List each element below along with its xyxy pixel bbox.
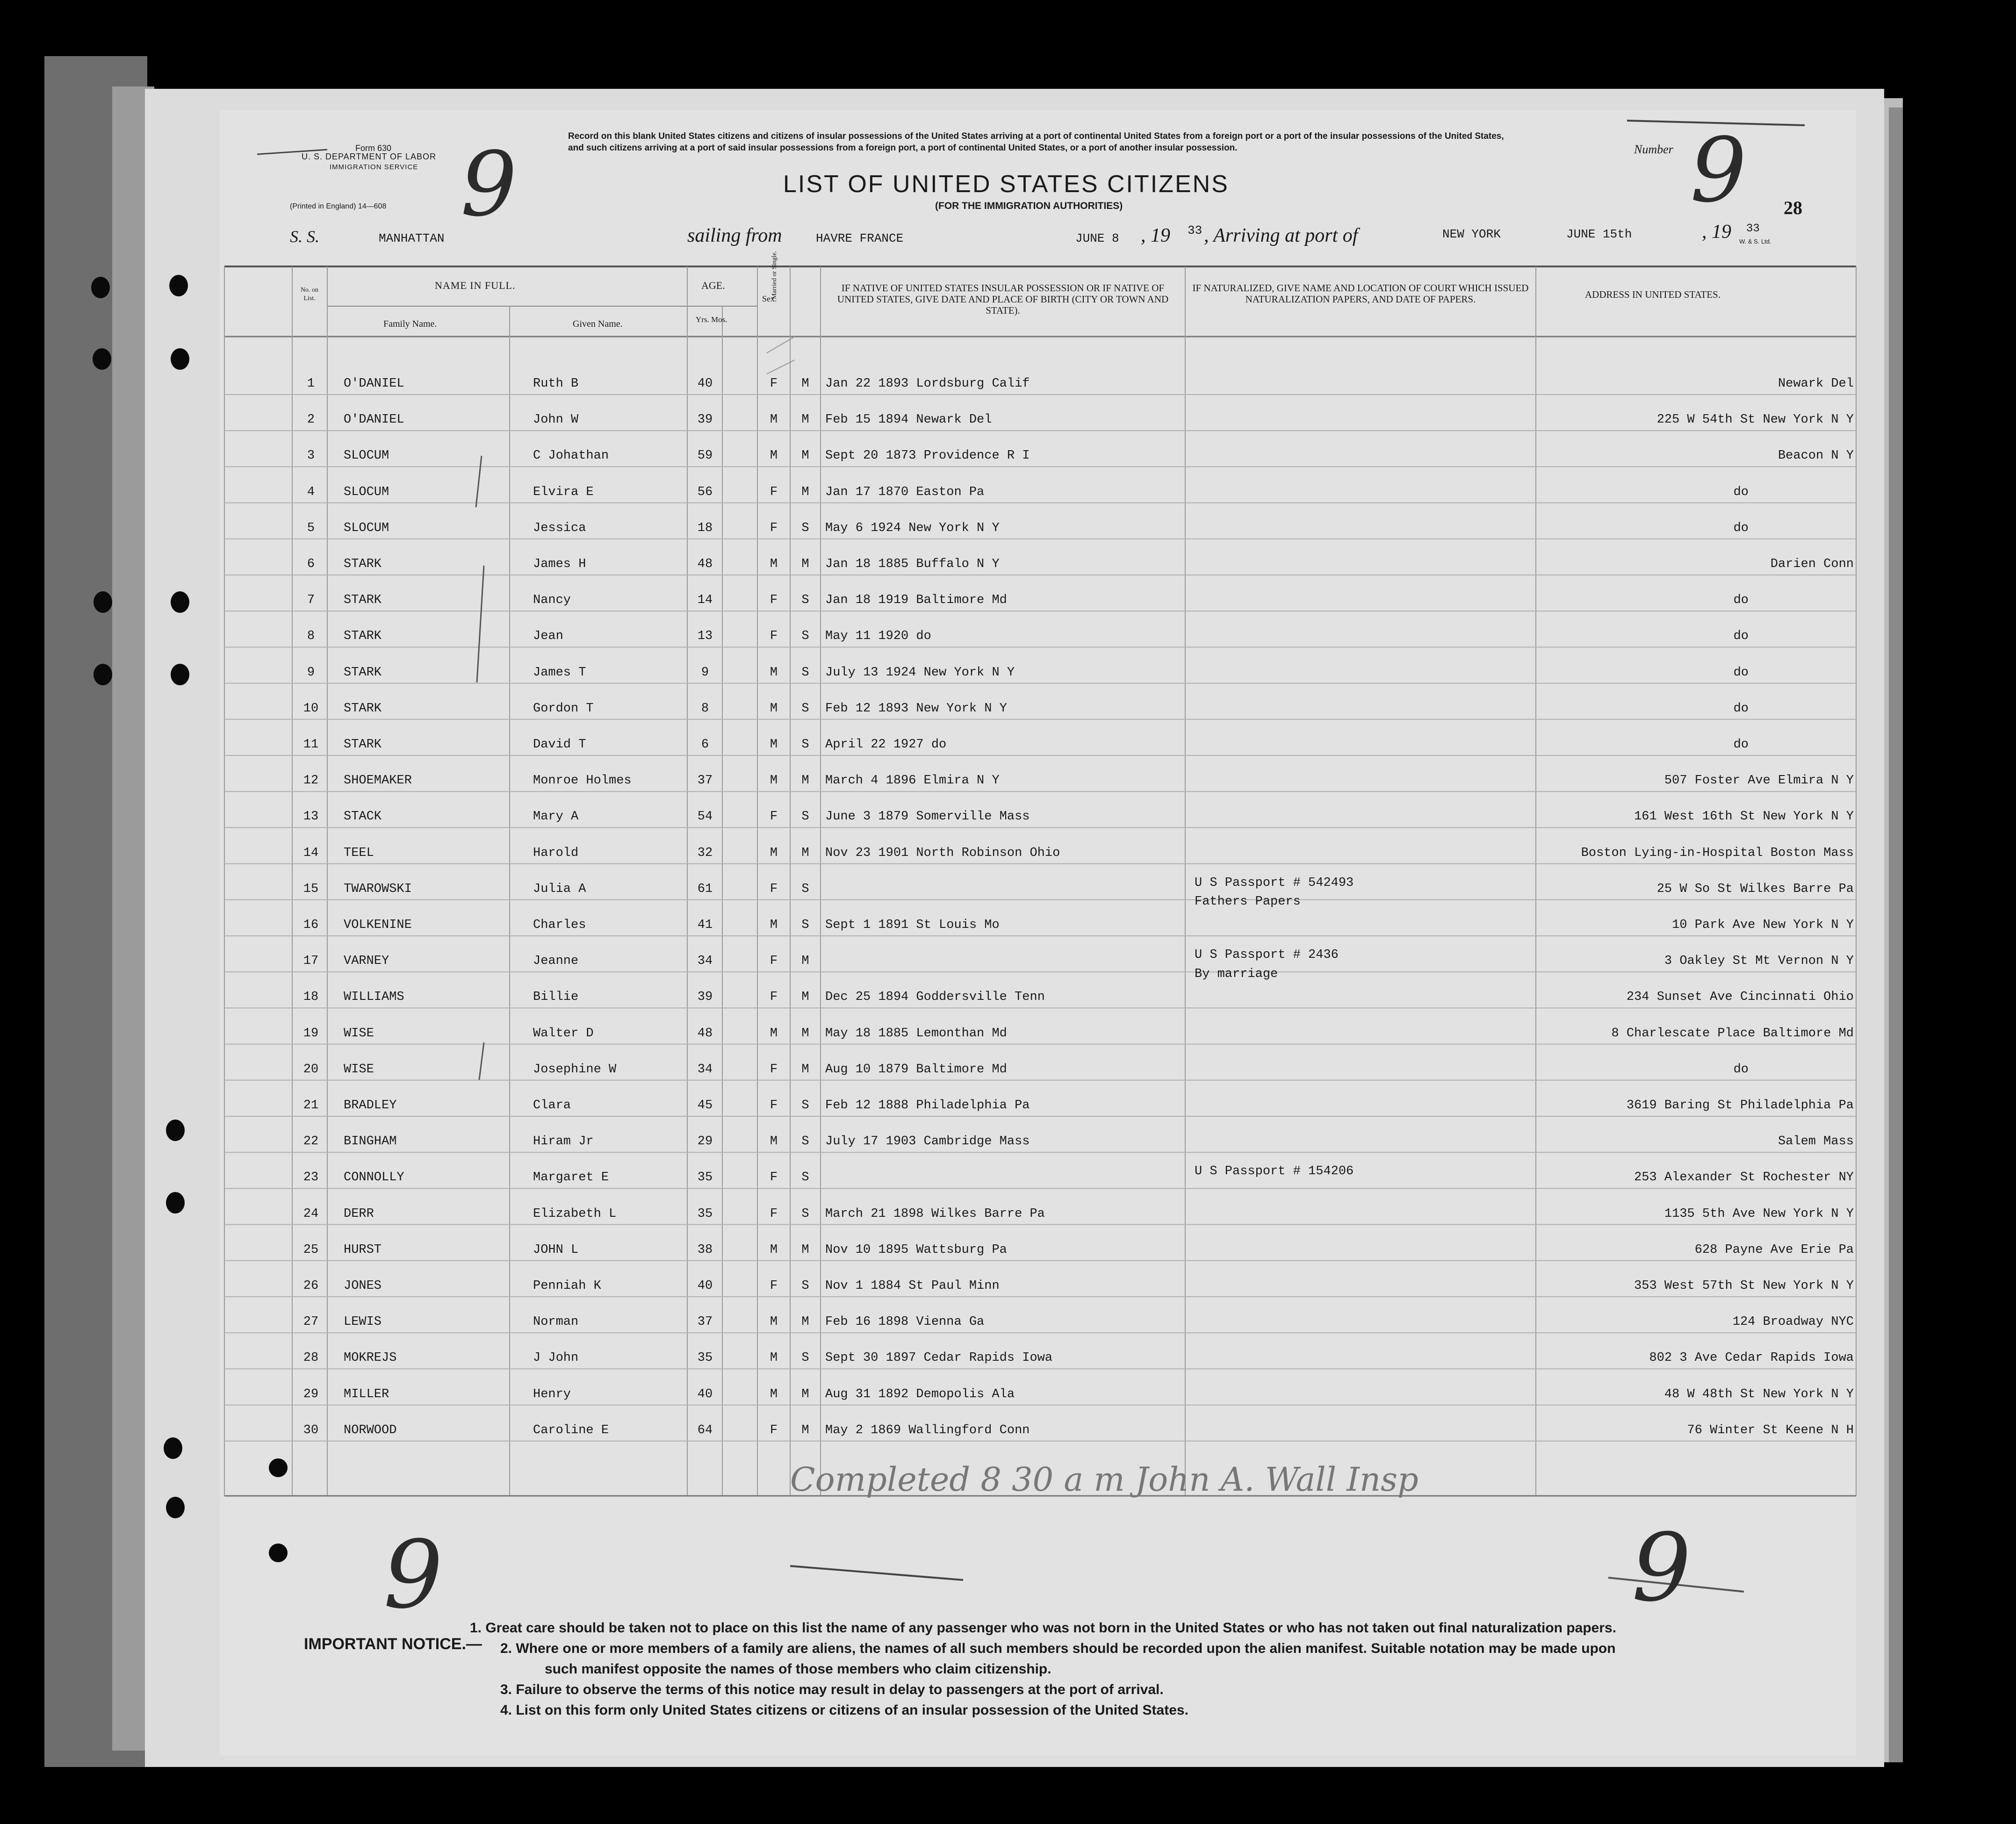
ship-name: MANHATTAN xyxy=(379,231,445,245)
row-29-no: 29 xyxy=(303,1387,319,1401)
row-27-addr: 124 Broadway NYC xyxy=(1732,1315,1854,1329)
row-18-ms: M xyxy=(801,990,809,1005)
row-7-no: 7 xyxy=(307,593,315,608)
row-18-birth: Dec 25 1894 Goddersville Tenn xyxy=(825,990,1045,1005)
row-2-age: 39 xyxy=(697,413,713,427)
row-25-sex: M xyxy=(770,1242,778,1257)
row-30-age: 64 xyxy=(697,1423,713,1437)
row-21-given: Clara xyxy=(533,1099,571,1113)
row-17-addr: 3 Oakley St Mt Vernon N Y xyxy=(1664,954,1854,969)
row-11-birth: April 22 1927 do xyxy=(825,738,947,752)
row-12-age: 37 xyxy=(697,774,713,788)
row-11-given: David T xyxy=(533,738,586,752)
binder-hole xyxy=(94,664,112,685)
row-13-addr: 161 West 16th St New York N Y xyxy=(1634,810,1854,824)
row-6-sex: M xyxy=(770,557,778,571)
row-7-age: 14 xyxy=(697,593,713,608)
row-28-no: 28 xyxy=(303,1351,319,1365)
row-22-ms: S xyxy=(801,1135,809,1149)
row-27-no: 27 xyxy=(303,1315,319,1329)
row-9-sex: M xyxy=(770,665,778,680)
row-18-addr: 234 Sunset Ave Cincinnati Ohio xyxy=(1626,990,1854,1005)
row-14-given: Harold xyxy=(533,846,579,860)
handwritten-number-bottom-right: 9 xyxy=(1632,1514,1692,1623)
page-title: LIST OF UNITED STATES CITIZENS xyxy=(783,171,1229,198)
row-8-family: STARK xyxy=(344,629,382,644)
row-25-age: 38 xyxy=(697,1242,713,1257)
row-27-family: LEWIS xyxy=(344,1315,382,1329)
row-29-sex: M xyxy=(770,1387,778,1401)
row-27-age: 37 xyxy=(697,1315,713,1329)
row-23-ms: S xyxy=(801,1171,809,1185)
row-12-sex: M xyxy=(770,774,778,788)
handwritten-number-bottom-left: 9 xyxy=(383,1521,443,1630)
row-16-addr: 10 Park Ave New York N Y xyxy=(1672,918,1854,932)
row-10-given: Gordon T xyxy=(533,701,594,716)
row-15-no: 15 xyxy=(303,882,319,896)
row-8-birth: May 11 1920 do xyxy=(825,629,931,644)
number-label: Number xyxy=(1634,143,1673,156)
arrival-year: 33 xyxy=(1746,223,1760,235)
row-28-sex: M xyxy=(770,1351,778,1365)
row-20-birth: Aug 10 1879 Baltimore Md xyxy=(825,1062,1007,1077)
row-23-nat: U S Passport # 154206 xyxy=(1195,1164,1354,1179)
sailing-from-label: sailing from xyxy=(687,225,782,246)
col-head-no: No. on List. xyxy=(300,287,319,302)
row-9-addr: do xyxy=(1733,665,1749,680)
row-24-age: 35 xyxy=(697,1206,713,1221)
row-5-ms: S xyxy=(801,521,809,535)
row-18-no: 18 xyxy=(303,990,319,1005)
row-6-given: James H xyxy=(533,557,586,571)
row-3-family: SLOCUM xyxy=(344,449,389,463)
col-head-yrs-mos: Yrs. Mos. xyxy=(696,315,727,324)
row-9-given: James T xyxy=(533,665,586,680)
row-2-sex: M xyxy=(770,413,778,427)
row-18-age: 39 xyxy=(697,990,713,1005)
binder-hole xyxy=(169,275,188,296)
row-2-no: 2 xyxy=(307,413,315,427)
row-1-birth: Jan 22 1893 Lordsburg Calif xyxy=(825,377,1030,391)
row-16-sex: M xyxy=(770,918,778,932)
row-26-no: 26 xyxy=(303,1279,319,1293)
row-13-birth: June 3 1879 Somerville Mass xyxy=(825,810,1030,824)
row-5-age: 18 xyxy=(697,521,713,535)
row-29-age: 40 xyxy=(697,1387,713,1401)
row-29-ms: M xyxy=(801,1387,809,1401)
col-head-name-in-full: NAME IN FULL. xyxy=(435,280,516,291)
binder-hole xyxy=(269,1458,288,1477)
row-3-sex: M xyxy=(770,449,778,463)
row-18-sex: F xyxy=(770,990,778,1005)
row-28-addr: 802 3 Ave Cedar Rapids Iowa xyxy=(1649,1351,1854,1365)
row-23-addr: 253 Alexander St Rochester NY xyxy=(1634,1171,1854,1185)
row-28-ms: S xyxy=(801,1351,809,1365)
row-21-addr: 3619 Baring St Philadelphia Pa xyxy=(1626,1099,1854,1113)
page-subtitle: (FOR THE IMMIGRATION AUTHORITIES) xyxy=(935,201,1123,211)
row-17-no: 17 xyxy=(303,954,319,969)
row-21-family: BRADLEY xyxy=(344,1099,397,1113)
row-11-sex: M xyxy=(770,738,778,752)
row-25-family: HURST xyxy=(344,1242,382,1257)
row-20-age: 34 xyxy=(697,1062,713,1077)
row-23-family: CONNOLLY xyxy=(344,1171,404,1185)
col-head-family: Family Name. xyxy=(383,319,437,329)
row-11-no: 11 xyxy=(303,738,319,752)
row-22-given: Hiram Jr xyxy=(533,1135,594,1149)
row-19-sex: M xyxy=(770,1026,778,1041)
row-24-given: Elizabeth L xyxy=(533,1206,617,1221)
row-5-birth: May 6 1924 New York N Y xyxy=(825,521,1000,535)
row-25-ms: M xyxy=(801,1242,809,1257)
row-16-birth: Sept 1 1891 St Louis Mo xyxy=(825,918,1000,932)
row-4-addr: do xyxy=(1733,485,1749,499)
row-5-no: 5 xyxy=(307,521,315,535)
row-22-sex: M xyxy=(770,1135,778,1149)
row-6-age: 48 xyxy=(697,557,713,571)
row-25-no: 25 xyxy=(303,1242,319,1257)
row-19-given: Walter D xyxy=(533,1026,594,1041)
row-28-given: J John xyxy=(533,1351,579,1365)
row-26-ms: S xyxy=(801,1279,809,1293)
row-4-given: Elvira E xyxy=(533,485,594,499)
row-24-sex: F xyxy=(770,1206,778,1221)
notice-item-2: 2. Where one or more members of a family are aliens, the names of all such members should be recorded upon the alien manifest. Suitable notation may be made upon xyxy=(500,1641,1616,1656)
row-26-sex: F xyxy=(770,1279,778,1293)
row-21-ms: S xyxy=(801,1099,809,1113)
binder-hole xyxy=(164,1437,182,1459)
row-10-addr: do xyxy=(1733,701,1749,716)
row-12-ms: M xyxy=(801,774,809,788)
row-10-no: 10 xyxy=(303,701,319,716)
row-23-given: Margaret E xyxy=(533,1171,609,1185)
row-30-ms: M xyxy=(801,1423,809,1437)
col-head-married: Married or Single. xyxy=(771,251,778,299)
row-7-given: Nancy xyxy=(533,593,571,608)
row-10-sex: M xyxy=(770,701,778,716)
col-head-sex: Sex. xyxy=(762,294,777,303)
row-3-birth: Sept 20 1873 Providence R I xyxy=(825,449,1030,463)
row-12-addr: 507 Foster Ave Elmira N Y xyxy=(1664,774,1854,788)
row-1-family: O'DANIEL xyxy=(344,377,404,391)
row-21-no: 21 xyxy=(303,1099,319,1113)
row-1-no: 1 xyxy=(307,377,315,391)
row-7-sex: F xyxy=(770,593,778,608)
row-8-no: 8 xyxy=(307,629,315,644)
arrival-date: JUNE 15th xyxy=(1566,227,1632,241)
row-25-birth: Nov 10 1895 Wattsburg Pa xyxy=(825,1242,1007,1257)
row-24-family: DERR xyxy=(344,1206,374,1221)
printer-mark: W. & S. Ltd. xyxy=(1739,238,1771,245)
row-30-family: NORWOOD xyxy=(344,1423,397,1437)
row-12-no: 12 xyxy=(303,774,319,788)
row-17-nat: U S Passport # 2436 By marriage xyxy=(1195,948,1339,981)
arrival-port: NEW YORK xyxy=(1442,227,1501,241)
row-21-age: 45 xyxy=(697,1099,713,1113)
inspector-signature: Completed 8 30 a m John A. Wall Insp xyxy=(790,1460,1418,1499)
row-11-ms: S xyxy=(801,738,809,752)
row-19-birth: May 18 1885 Lemonthan Md xyxy=(825,1026,1007,1041)
row-6-addr: Darien Conn xyxy=(1770,557,1854,571)
row-17-age: 34 xyxy=(697,954,713,969)
row-7-birth: Jan 18 1919 Baltimore Md xyxy=(825,593,1007,608)
row-13-family: STACK xyxy=(344,810,382,824)
row-6-family: STARK xyxy=(344,557,382,571)
row-22-age: 29 xyxy=(697,1135,713,1149)
row-24-birth: March 21 1898 Wilkes Barre Pa xyxy=(825,1206,1045,1221)
row-14-addr: Boston Lying-in-Hospital Boston Mass xyxy=(1581,846,1854,860)
row-26-addr: 353 West 57th St New York N Y xyxy=(1634,1279,1854,1293)
row-26-family: JONES xyxy=(344,1279,382,1293)
form-department: U. S. DEPARTMENT OF LABOR xyxy=(302,152,437,161)
binder-hole xyxy=(166,1497,185,1518)
row-4-sex: F xyxy=(770,485,778,499)
row-6-birth: Jan 18 1885 Buffalo N Y xyxy=(825,557,1000,571)
form-service: IMMIGRATION SERVICE xyxy=(330,163,418,171)
row-22-addr: Salem Mass xyxy=(1778,1135,1854,1149)
row-14-birth: Nov 23 1901 North Robinson Ohio xyxy=(825,846,1060,860)
row-4-ms: M xyxy=(801,485,809,499)
binder-hole xyxy=(94,591,112,613)
notice-item-3: 3. Failure to observe the terms of this notice may result in delay to passengers at the port of arrival. xyxy=(500,1682,1164,1697)
row-26-birth: Nov 1 1884 St Paul Minn xyxy=(825,1279,1000,1293)
row-23-no: 23 xyxy=(303,1171,319,1185)
departure-port: HAVRE FRANCE xyxy=(816,231,904,245)
row-24-ms: S xyxy=(801,1206,809,1221)
page-number: 28 xyxy=(1784,197,1802,218)
binder-hole xyxy=(91,277,110,298)
row-11-age: 6 xyxy=(701,738,709,752)
row-28-age: 35 xyxy=(697,1351,713,1365)
row-9-no: 9 xyxy=(307,665,315,680)
row-16-given: Charles xyxy=(533,918,586,932)
row-20-sex: F xyxy=(770,1062,778,1077)
row-20-ms: M xyxy=(801,1062,809,1077)
row-23-sex: F xyxy=(770,1171,778,1185)
row-2-birth: Feb 15 1894 Newark Del xyxy=(825,413,992,427)
row-26-given: Penniah K xyxy=(533,1279,601,1293)
col-head-address: ADDRESS IN UNITED STATES. xyxy=(1585,289,1721,300)
row-7-ms: S xyxy=(801,593,809,608)
row-13-age: 54 xyxy=(697,810,713,824)
row-16-ms: S xyxy=(801,918,809,932)
row-3-age: 59 xyxy=(697,449,713,463)
row-20-addr: do xyxy=(1733,1062,1749,1077)
row-10-family: STARK xyxy=(344,701,382,716)
col-head-given: Given Name. xyxy=(573,319,623,329)
departure-year-prefix: , 19 xyxy=(1141,225,1170,246)
row-19-no: 19 xyxy=(303,1026,319,1041)
row-1-age: 40 xyxy=(697,377,713,391)
row-16-age: 41 xyxy=(697,918,713,932)
row-9-birth: July 13 1924 New York N Y xyxy=(825,665,1015,680)
row-19-family: WISE xyxy=(344,1026,374,1041)
row-19-addr: 8 Charlescate Place Baltimore Md xyxy=(1611,1026,1854,1041)
row-15-family: TWAROWSKI xyxy=(344,882,412,896)
row-22-family: BINGHAM xyxy=(344,1135,397,1149)
row-3-no: 3 xyxy=(307,449,315,463)
row-5-sex: F xyxy=(770,521,778,535)
row-13-no: 13 xyxy=(303,810,319,824)
row-27-birth: Feb 16 1898 Vienna Ga xyxy=(825,1315,985,1329)
binder-hole xyxy=(93,348,111,370)
row-13-ms: S xyxy=(801,810,809,824)
row-29-family: MILLER xyxy=(344,1387,389,1401)
row-19-ms: M xyxy=(801,1026,809,1041)
row-30-addr: 76 Winter St Keene N H xyxy=(1687,1423,1854,1437)
row-16-family: VOLKENINE xyxy=(344,918,412,932)
row-30-sex: F xyxy=(770,1423,778,1437)
notice-item-1: 1. Great care should be taken not to place on this list the name of any passenger who was not born in the United States or who has not taken out final naturalization papers. xyxy=(470,1620,1617,1636)
col-head-age: AGE. xyxy=(701,280,725,291)
row-9-ms: S xyxy=(801,665,809,680)
row-18-given: Billie xyxy=(533,990,579,1005)
row-20-given: Josephine W xyxy=(533,1062,617,1077)
notice-heading: IMPORTANT NOTICE.— xyxy=(304,1635,482,1653)
row-12-birth: March 4 1896 Elmira N Y xyxy=(825,774,1000,788)
row-26-age: 40 xyxy=(697,1279,713,1293)
row-14-ms: M xyxy=(801,846,809,860)
row-22-birth: July 17 1903 Cambridge Mass xyxy=(825,1135,1030,1149)
row-12-family: SHOEMAKER xyxy=(344,774,412,788)
row-2-addr: 225 W 54th St New York N Y xyxy=(1656,413,1854,427)
row-1-sex: F xyxy=(770,377,778,391)
row-15-ms: S xyxy=(801,882,809,896)
row-29-given: Henry xyxy=(533,1387,571,1401)
row-27-sex: M xyxy=(770,1315,778,1329)
col-head-birth: IF NATIVE OF UNITED STATES INSULAR POSSESSION OR IF NATIVE OF UNITED STATES, GIVE DATE AND PLACE OF BIRTH (CITY OR TOWN AND STATE). xyxy=(837,282,1169,316)
row-24-addr: 1135 5th Ave New York N Y xyxy=(1664,1206,1854,1221)
row-25-given: JOHN L xyxy=(533,1242,579,1257)
row-18-family: WILLIAMS xyxy=(344,990,404,1005)
row-5-addr: do xyxy=(1733,521,1749,535)
form-instructions: Record on this blank United States citizens and citizens of insular possessions of the United States arriving at a port of continental United States from a foreign port or a port of the insular possessions of the United States, and such citizens arriving at a port of said insular possessions from a foreign port, a port of continental United States, or a port of another insular possession. xyxy=(568,131,1504,153)
row-21-birth: Feb 12 1888 Philadelphia Pa xyxy=(825,1099,1030,1113)
binder-hole xyxy=(166,1120,185,1141)
form-printed-note: (Printed in England) 14—608 xyxy=(290,202,387,210)
row-17-family: VARNEY xyxy=(344,954,389,969)
row-28-family: MOKREJS xyxy=(344,1351,397,1365)
ss-label: S. S. xyxy=(290,227,319,246)
binder-hole xyxy=(269,1544,288,1562)
row-6-no: 6 xyxy=(307,557,315,571)
row-4-no: 4 xyxy=(307,485,315,499)
row-8-given: Jean xyxy=(533,629,563,644)
row-8-ms: S xyxy=(801,629,809,644)
row-1-given: Ruth B xyxy=(533,377,579,391)
binder-hole xyxy=(171,348,189,370)
binder-hole xyxy=(171,591,189,613)
row-7-addr: do xyxy=(1733,593,1749,608)
row-14-family: TEEL xyxy=(344,846,374,860)
row-21-sex: F xyxy=(770,1099,778,1113)
row-27-given: Norman xyxy=(533,1315,579,1329)
binder-hole xyxy=(171,664,189,685)
row-4-birth: Jan 17 1870 Easton Pa xyxy=(825,485,985,499)
row-8-age: 13 xyxy=(697,629,713,644)
row-11-addr: do xyxy=(1733,738,1749,752)
row-22-no: 22 xyxy=(303,1135,319,1149)
row-13-given: Mary A xyxy=(533,810,579,824)
row-12-given: Monroe Holmes xyxy=(533,774,632,788)
notice-item-2-cont: such manifest opposite the names of those members who claim citizenship. xyxy=(545,1661,1051,1677)
row-9-family: STARK xyxy=(344,665,382,680)
row-29-birth: Aug 31 1892 Demopolis Ala xyxy=(825,1387,1015,1401)
row-13-sex: F xyxy=(770,810,778,824)
row-2-given: John W xyxy=(533,413,579,427)
row-19-age: 48 xyxy=(697,1026,713,1041)
row-17-given: Jeanne xyxy=(533,954,579,969)
notice-item-4: 4. List on this form only United States citizens or citizens of an insular possession of the United States. xyxy=(500,1702,1188,1718)
row-15-nat: U S Passport # 542493 Fathers Papers xyxy=(1195,876,1354,909)
row-17-sex: F xyxy=(770,954,778,969)
row-2-family: O'DANIEL xyxy=(344,413,404,427)
row-7-family: STARK xyxy=(344,593,382,608)
row-15-age: 61 xyxy=(697,882,713,896)
row-20-no: 20 xyxy=(303,1062,319,1077)
row-5-family: SLOCUM xyxy=(344,521,389,535)
row-8-addr: do xyxy=(1733,629,1749,644)
row-28-birth: Sept 30 1897 Cedar Rapids Iowa xyxy=(825,1351,1053,1365)
handwritten-number-top: 9 xyxy=(461,133,517,236)
row-15-addr: 25 W So St Wilkes Barre Pa xyxy=(1656,882,1854,896)
row-24-no: 24 xyxy=(303,1206,319,1221)
row-9-age: 9 xyxy=(701,665,709,680)
row-10-birth: Feb 12 1893 New York N Y xyxy=(825,701,1007,716)
row-16-no: 16 xyxy=(303,918,319,932)
departure-date: JUNE 8 xyxy=(1075,231,1119,245)
row-15-sex: F xyxy=(770,882,778,896)
row-29-addr: 48 W 48th St New York N Y xyxy=(1664,1387,1854,1401)
row-6-ms: M xyxy=(801,557,809,571)
row-30-given: Caroline E xyxy=(533,1423,609,1437)
row-4-age: 56 xyxy=(697,485,713,499)
row-14-sex: M xyxy=(770,846,778,860)
row-10-ms: S xyxy=(801,701,809,716)
row-3-ms: M xyxy=(801,449,809,463)
row-4-family: SLOCUM xyxy=(344,485,389,499)
form-number: Form 630 xyxy=(355,144,392,153)
row-15-given: Julia A xyxy=(533,882,586,896)
row-3-addr: Beacon N Y xyxy=(1778,449,1854,463)
row-8-sex: F xyxy=(770,629,778,644)
row-2-ms: M xyxy=(801,413,809,427)
row-20-family: WISE xyxy=(344,1062,374,1077)
row-14-age: 32 xyxy=(697,846,713,860)
list-number: 9 xyxy=(1690,119,1747,222)
departure-year: 33 xyxy=(1188,223,1202,237)
row-14-no: 14 xyxy=(303,846,319,860)
arriving-label: , Arriving at port of xyxy=(1204,225,1358,246)
col-head-naturalized: IF NATURALIZED, GIVE NAME AND LOCATION OF COURT WHICH ISSUED NATURALIZATION PAPERS, AND DATE OF PAPERS. xyxy=(1192,282,1529,305)
row-3-given: C Johathan xyxy=(533,449,609,463)
row-10-age: 8 xyxy=(701,701,709,716)
row-11-family: STARK xyxy=(344,738,382,752)
row-1-addr: Newark Del xyxy=(1778,377,1854,391)
row-30-no: 30 xyxy=(303,1423,319,1437)
row-30-birth: May 2 1869 Wallingford Conn xyxy=(825,1423,1030,1437)
row-27-ms: M xyxy=(801,1315,809,1329)
row-25-addr: 628 Payne Ave Erie Pa xyxy=(1694,1242,1854,1257)
row-17-ms: M xyxy=(801,954,809,969)
row-23-age: 35 xyxy=(697,1171,713,1185)
row-1-ms: M xyxy=(801,377,809,391)
row-5-given: Jessica xyxy=(533,521,586,535)
arrival-year-prefix: , 19 xyxy=(1702,221,1731,243)
binder-hole xyxy=(166,1192,185,1214)
